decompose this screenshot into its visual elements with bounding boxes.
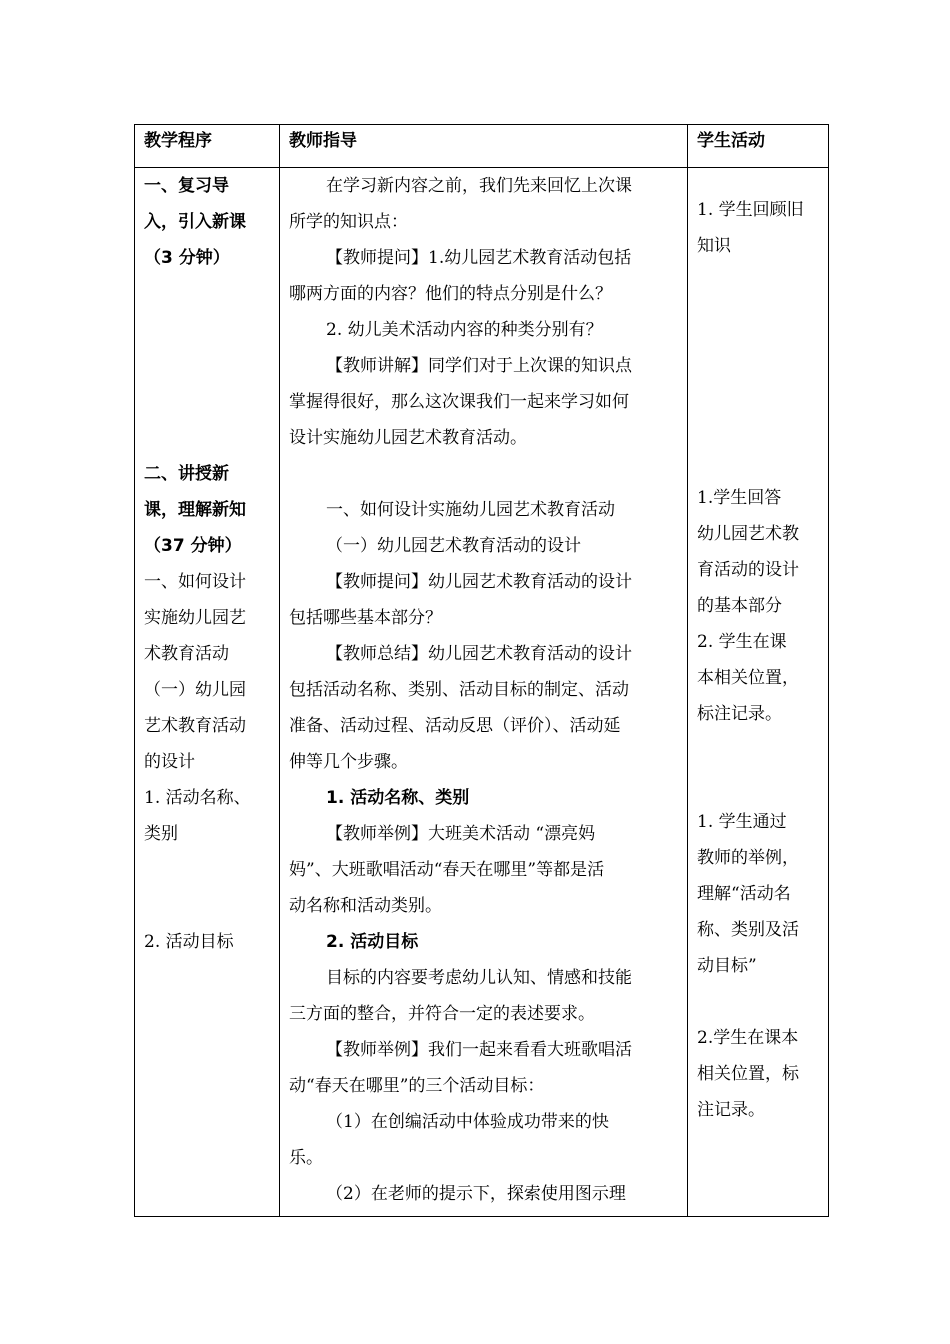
- student-line: 2. 学生在课: [697, 632, 787, 652]
- procedure-line: 一、如何设计: [144, 572, 246, 592]
- student-line: 注记录。: [697, 1100, 765, 1120]
- teacher-line: 妈”、大班歌唱活动“春天在哪里”等都是活: [289, 860, 605, 880]
- teacher-line: 设计实施幼儿园艺术教育活动。: [289, 428, 527, 448]
- procedure-line: 二、讲授新: [144, 464, 229, 484]
- student-cell: [688, 168, 829, 1217]
- student-line: 教师的举例，: [697, 848, 799, 868]
- teacher-line: 2. 幼儿美术活动内容的种类分别有？: [326, 320, 603, 340]
- student-line: 1. 学生通过: [697, 812, 787, 832]
- teacher-line: 一、如何设计实施幼儿园艺术教育活动: [326, 500, 615, 520]
- teacher-line: 包括活动名称、类别、活动目标的制定、活动: [289, 680, 629, 700]
- student-column: [688, 168, 828, 1216]
- header-cell-student: [688, 125, 829, 168]
- procedure-line: 一、复习导: [144, 176, 229, 196]
- procedure-line: 课，理解新知: [144, 500, 246, 520]
- student-line: 育活动的设计: [697, 560, 799, 580]
- teacher-line: 哪两方面的内容？他们的特点分别是什么？: [289, 284, 612, 304]
- teacher-line: 【教师提问】幼儿园艺术教育活动的设计: [326, 572, 632, 592]
- teacher-line: 【教师举例】我们一起来看看大班歌唱活: [326, 1040, 632, 1060]
- teacher-line: 乐。: [289, 1148, 323, 1168]
- student-line: 相关位置，标: [697, 1064, 799, 1084]
- teacher-line: 包括哪些基本部分？: [289, 608, 442, 628]
- procedure-line: 的设计: [144, 752, 195, 772]
- procedure-line: 术教育活动: [144, 644, 229, 664]
- procedure-column: [135, 168, 279, 1216]
- header-teacher: 教师指导: [289, 131, 357, 151]
- student-line: 2.学生在课本: [697, 1028, 799, 1048]
- student-line: 的基本部分: [697, 596, 782, 616]
- teacher-line: 目标的内容要考虑幼儿认知、情感和技能: [326, 968, 632, 988]
- teacher-line: 2. 活动目标: [326, 932, 419, 952]
- teacher-line: 三方面的整合，并符合一定的表述要求。: [289, 1004, 595, 1024]
- procedure-line: 入，引入新课: [144, 212, 246, 232]
- student-line: 1. 学生回顾旧: [697, 200, 804, 220]
- teacher-line: 【教师举例】大班美术活动 “漂亮妈: [326, 824, 596, 844]
- procedure-line: （37 分钟）: [144, 536, 242, 556]
- table-body-row: [135, 168, 829, 1217]
- procedure-line: 艺术教育活动: [144, 716, 246, 736]
- teacher-line: 伸等几个步骤。: [289, 752, 408, 772]
- student-line: 理解“活动名: [697, 884, 791, 904]
- teacher-line: 【教师提问】1.幼儿园艺术教育活动包括: [326, 248, 632, 268]
- teacher-line: 在学习新内容之前，我们先来回忆上次课: [326, 176, 632, 196]
- teacher-line: 掌握得很好，那么这次课我们一起来学习如何: [289, 392, 629, 412]
- procedure-line: 实施幼儿园艺: [144, 608, 246, 628]
- procedure-line: 2. 活动目标: [144, 932, 234, 952]
- student-line: 称、类别及活: [697, 920, 799, 940]
- header-cell-procedure: [135, 125, 280, 168]
- teacher-line: 【教师讲解】同学们对于上次课的知识点: [326, 356, 632, 376]
- header-cell-teacher: [280, 125, 688, 168]
- procedure-line: 类别: [144, 824, 178, 844]
- header-procedure: 教学程序: [144, 131, 212, 151]
- procedure-cell: [135, 168, 280, 1217]
- teacher-line: 所学的知识点：: [289, 212, 408, 232]
- teacher-line: 动“春天在哪里”的三个活动目标：: [289, 1076, 545, 1096]
- procedure-line: 1. 活动名称、: [144, 788, 251, 808]
- teacher-line: （2）在老师的提示下，探索使用图示理: [326, 1184, 626, 1204]
- teacher-line: 【教师总结】幼儿园艺术教育活动的设计: [326, 644, 632, 664]
- procedure-line: （一）幼儿园: [144, 680, 246, 700]
- student-line: 本相关位置，: [697, 668, 799, 688]
- procedure-line: （3 分钟）: [144, 248, 230, 268]
- lesson-plan-table: [134, 124, 829, 1217]
- header-student: 学生活动: [697, 131, 765, 151]
- teacher-line: 1. 活动名称、类别: [326, 788, 470, 808]
- teacher-line: （1）在创编活动中体验成功带来的快: [326, 1112, 609, 1132]
- student-line: 动目标”: [697, 956, 757, 976]
- teacher-column: [280, 168, 687, 1216]
- teacher-line: 准备、活动过程、活动反思（评价）、活动延: [289, 716, 621, 736]
- teacher-line: 动名称和活动类别。: [289, 896, 442, 916]
- student-line: 幼儿园艺术教: [697, 524, 799, 544]
- teacher-cell: [280, 168, 688, 1217]
- table-header-row: [135, 125, 829, 168]
- student-line: 1.学生回答: [697, 488, 782, 508]
- teacher-line: （一）幼儿园艺术教育活动的设计: [326, 536, 581, 556]
- student-line: 标注记录。: [697, 704, 782, 724]
- student-line: 知识: [697, 236, 731, 256]
